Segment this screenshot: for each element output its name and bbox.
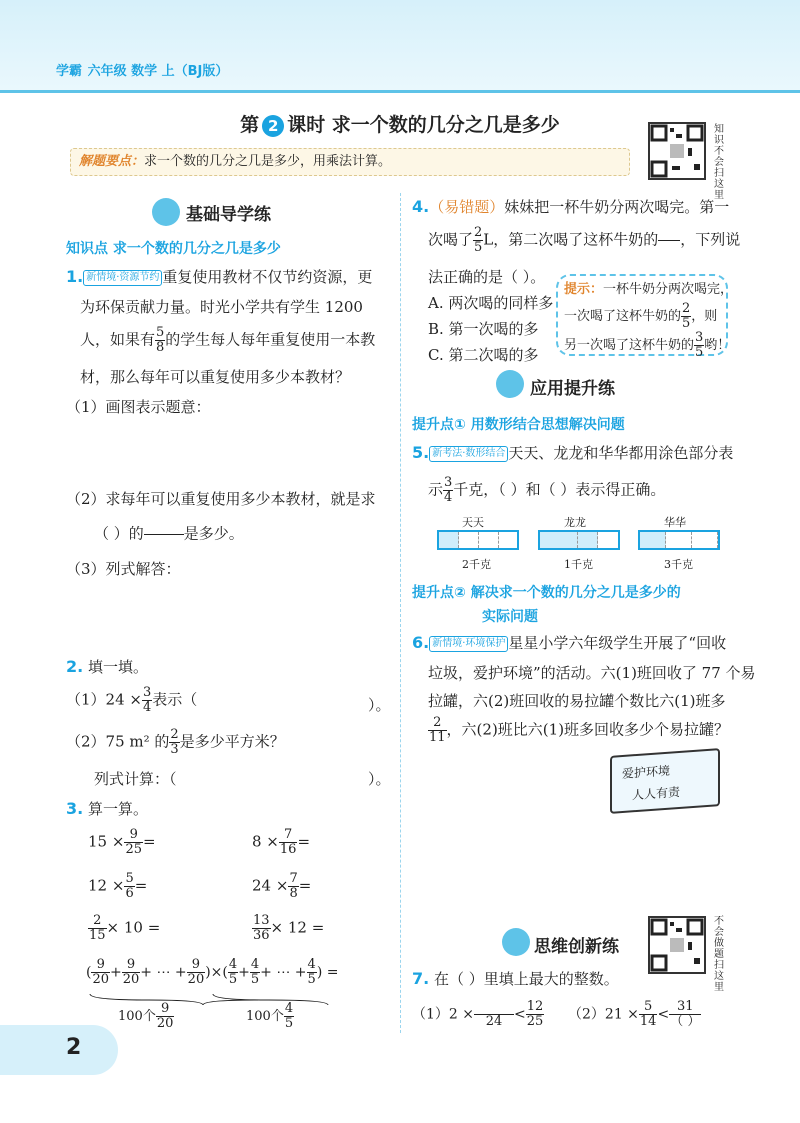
section-think: 思维创新练 [534, 937, 619, 957]
q5-line1: 5. 新考法·数形结合 天天、龙龙和华华都用涂色部分表 [412, 443, 734, 462]
q3-item5: $\frac{2}{15}$ × 10 = [89, 913, 161, 943]
column-divider [400, 193, 401, 1033]
q5-tag: 新考法·数形结合 [429, 446, 508, 462]
bar-kg-tiantian: 2千克 [462, 558, 491, 571]
q2-title: 2. 填一填。 [66, 657, 149, 676]
q4-line2: 次喝了 $\frac{2}{5}$ L，第二次喝了这杯牛奶的 ，下列说 [428, 225, 741, 255]
q1-line3: 人，如果有 $\frac{5}{8}$ 的学生每人每年重复使用一本教 [80, 325, 376, 355]
header-rule [0, 90, 800, 93]
section-apply: 应用提升练 [530, 379, 615, 399]
q6-line1: 6. 新情境·环境保护 星星小学六年级学生开展了“回收 [412, 633, 727, 652]
bar-kg-huahua: 3千克 [664, 558, 693, 571]
bar-label-tiantian: 天天 [462, 516, 484, 529]
improve-point-2b: 实际问题 [482, 609, 538, 625]
q7-part2: （2）21 × $\frac{5}{14}$ < $\frac{31}{( )}$ [568, 999, 701, 1029]
lesson-title: 第 2 课时 求一个数的几分之几是多少 [240, 114, 560, 136]
bar-huahua [638, 530, 720, 550]
brand: 学霸 六年级 数学 上（BJ版） [56, 64, 229, 79]
q2-part2: （2）75 m² 的 $\frac{2}{3}$ 是多少平方米？ [66, 727, 285, 757]
q1-sub2: （2）求每年可以重复使用多少本教材，就是求 [66, 490, 376, 508]
q4-option-b: B. 第一次喝的多 [428, 320, 539, 338]
q1-line2: 为环保贡献力量。时光小学共有学生 1200 [80, 298, 363, 316]
mascot-icon [152, 198, 180, 226]
q7-title: 7. 在（ ）里填上最大的整数。 [412, 969, 619, 988]
bar-kg-longlong: 1千克 [564, 558, 593, 571]
bar-longlong [538, 530, 620, 550]
q3-item2: 8 × $\frac{7}{16}$ = [252, 827, 311, 857]
q5-line2: 示 $\frac{3}{4}$ 千克，（ ）和（ ）表示得正确。 [428, 475, 666, 505]
improve-point-2: 提升点② 解决求一个数的几分之几是多少的 [412, 585, 681, 601]
page-tab [0, 1025, 118, 1075]
q3-item7: ( $\frac{9}{20}$ + $\frac{9}{20}$ + ⋯ + $\frac{9}{20}$ )×( $\frac{4}{5}$ + $\frac{4}{5}$ + ⋯ + $\frac{4}{5}$ ) = [86, 957, 339, 987]
q3-title: 3. 算一算。 [66, 799, 149, 818]
improve-point-1: 提升点① 用数形结合思想解决问题 [412, 417, 625, 433]
q4-line3: 法正确的是（ ）。 [428, 268, 546, 286]
q3-item1: 15 × $\frac{9}{25}$ = [88, 827, 156, 857]
bar-label-longlong: 龙龙 [564, 516, 586, 529]
qr-code-top[interactable] [648, 122, 706, 180]
q1-tag: 新情境·资源节约 [83, 270, 162, 286]
q6-line2: 垃圾，爱护环境”的活动。六(1)班回收了 77 个易 [428, 664, 756, 682]
q7-part1: （1）2 × 24 < $\frac{12}{25}$ [412, 999, 544, 1029]
q6-line4: $\frac{2}{11}$ ，六(2)班比六(1)班多回收多少个易拉罐？ [429, 715, 730, 745]
page-number: 2 [66, 1035, 82, 1060]
bar-tiantian [437, 530, 519, 550]
qr-label-top: 知识不会扫这里 [714, 124, 724, 201]
q3-item4: 24 × $\frac{7}{8}$ = [252, 871, 312, 901]
book-subtitle: 六年级 数学 上（BJ版） [87, 64, 229, 79]
q4-option-a: A. 两次喝的同样多 [428, 294, 554, 312]
q1-sub3: （3）列式解答： [66, 560, 181, 578]
q2-part3: 列式计算：（ [94, 770, 177, 788]
q4-line1: 4.（易错题）妹妹把一杯牛奶分两次喝完。第一 [412, 197, 730, 216]
q3-brace1: 100个 $\frac{9}{20}$ [118, 1001, 174, 1031]
q4-hint: 提示：一杯牛奶分两次喝完， 一次喝了这杯牛奶的 $\frac{2}{5}$ ，则 另一次喝了这杯牛奶的 $\frac{3}{5}$ 哟！ [556, 274, 728, 356]
q3-item6: $\frac{13}{36}$ × 12 = [253, 913, 325, 943]
q3-item3: 12 × $\frac{5}{6}$ = [88, 871, 148, 901]
section-basic: 基础导学练 [186, 205, 271, 225]
mascot-icon [502, 928, 530, 956]
q2-part1-end: ）。 [368, 696, 391, 714]
q3-brace2: 100个 $\frac{4}{5}$ [246, 1001, 294, 1031]
mascot-icon [496, 370, 524, 398]
qr-icon [650, 124, 704, 178]
q1-sub1: （1）画图表示题意： [66, 398, 211, 416]
environment-sign: 爱护环境 人人有责 [610, 748, 720, 814]
q1-line1: 1. 新情境·资源节约 重复使用教材不仅节约资源，更 [66, 267, 373, 286]
q1-line4: 材，那么每年可以重复使用多少本教材？ [80, 368, 351, 386]
qr-code-bottom[interactable] [648, 916, 706, 974]
q4-option-c: C. 第二次喝的多 [428, 346, 539, 364]
qr-icon [650, 918, 704, 972]
qr-label-bottom: 不会做题扫这里 [714, 916, 724, 993]
knowledge-point: 知识点 求一个数的几分之几是多少 [66, 241, 281, 257]
q2-part3-end: ）。 [368, 770, 391, 788]
q6-tag: 新情境·环境保护 [429, 636, 508, 652]
key-point: 解题要点：求一个数的几分之几是多少，用乘法计算。 [70, 148, 630, 176]
q6-line3: 拉罐，六(2)班回收的易拉罐个数比六(1)班多 [428, 692, 726, 710]
lesson-number: 2 [262, 115, 284, 137]
q2-part1: （1）24 × $\frac{3}{4}$ 表示（ [66, 685, 198, 715]
bar-label-huahua: 华华 [664, 516, 686, 529]
q1-sub2b: （ ）的 是多少。 [94, 520, 244, 549]
